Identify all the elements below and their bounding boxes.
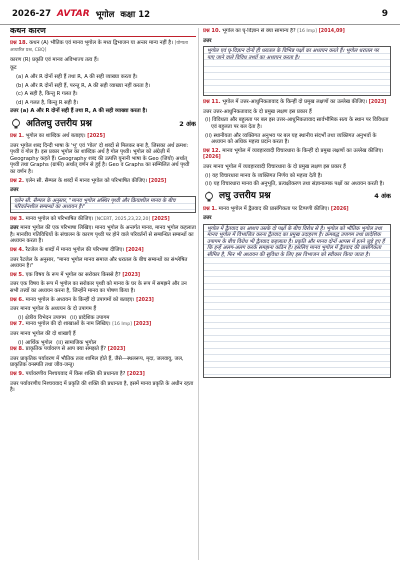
subject-title: भूगोल: [95, 9, 115, 20]
list-item: (ii) स्थानीयता और व्यक्तिगत अनुभव पर बल यह स्थानीय संदर्भों तथा व्यक्तिगत अनुभवों के अध्ययन को अधिक महत्त्व प्रदान करता है।: [205, 132, 377, 146]
q18-reason: कारण (R) प्रकृति एवं मानव अविभाज्य तत्व हैं।: [10, 56, 99, 63]
answer-3: उत्तर मानव भूगोल की एक परिभाषा लिखिए। मानव भूगोल के अन्तर्गत मानव, मानव भूगोल कहलाता है। मानवीय गतिविधियों के संचालन के कारण पृथ्वी पर होने वाले परिवर्तनों से सम्बन्धित सम्बन्धों का अध्ययन करता है।: [10, 225, 196, 245]
q18-options: [10, 74, 196, 106]
list-item: (i) क्षेत्रीय विभेदन उपागम: [18, 314, 67, 321]
option: (a) A और R दोनों सही हैं तथा R, A की सही व्याख्या करता है।: [16, 73, 138, 80]
question-18: प्रश्न 18. कथन (A) भौतिक एवं मानव भूगोल के मध्य द्विभाजन या अन्तर मान्य नहीं है। [योग्यता आधारित प्रश्न, CBQ]: [10, 39, 188, 54]
answer-8: उत्तर प्राकृतिक पर्यावरण में भौतिक तत्त्व शामिल होते हैं, जैसे—स्थलरूप, मृदा, जलवायु, जल, प्राकृतिक वनस्पति तथा जीव-जन्तु।: [10, 355, 184, 369]
answer-label: उत्तर: [203, 215, 212, 222]
option: (d) A गलत है, किन्तु R सही है।: [16, 99, 79, 106]
lightbulb-icon: [203, 191, 215, 203]
assertion-reason-heading: कथन कारण: [10, 28, 196, 37]
answer-label: उत्तर: [203, 37, 212, 44]
list-item: (i) यह विचारधारा मानव के व्यक्तिगत निर्णय को महत्त्व देती है।: [205, 172, 323, 179]
answer-5: उत्तर एक विषय के रूप में भूगोल का सरोकार पृथ्वी को मानव के घर के रूप में समझने और उन सभी तत्त्वों का अध्ययन करना है, जिन्होंने मानव का पोषण किया है।: [10, 281, 187, 295]
column-divider: [198, 28, 199, 560]
question-12: प्रश्न 12. मानव भूगोल में व्यवहारवादी विचारधारा के किन्हीं दो प्रमुख लक्षणों का उल्लेख कीजिए। [2026]: [203, 147, 384, 161]
question-8: प्रश्न 8. प्राकृतिक पर्यावरण से आप क्या समझते हैं? [2023]: [10, 346, 126, 353]
list-item: (ii) सामाजिक भूगोल: [56, 339, 97, 346]
list-item: (i) विविधता और बहुलता पर बल इस उत्तर-आधुनिकतावाद सार्वभौमिक सत्य के स्थान पर विविधता एवं बहुलता पर बल देता है।: [205, 117, 389, 130]
question-5: प्रश्न 5. एक विषय के रूप में भूगोल का सरोकार किससे है? [2023]: [10, 271, 141, 278]
left-column: [10, 28, 196, 562]
question-11: प्रश्न 11. भूगोल में उत्तर-आधुनिकतावाद के किन्हीं दो प्रमुख लक्षणों का उल्लेख कीजिए। [2023]: [203, 99, 387, 106]
handwritten-answer-10: भूगोल एवं घृ-विज्ञान दोनों ही धरातल के विभिन्न पक्षों का अध्ययन करते हैं। भूगोल धरातल पर पाए जाने वाले विविध तथ्यों का अध्ययन करता है।: [203, 46, 391, 96]
question-4: प्रश्न 4. रैटजेल के शब्दों में मानव भूगोल की परिभाषा दीजिए। [2024]: [10, 247, 144, 254]
option: (b) A और R दोनों सही हैं, परन्तु R, A की सही व्याख्या नहीं करता है।: [16, 82, 150, 89]
question-3: प्रश्न 3. मानव भूगोल को परिभाषित कीजिए। [NCERT, 2025,23,22,20] [2025]: [10, 215, 170, 222]
page-header: [12, 6, 388, 22]
q18-kut: कूट: [10, 65, 17, 72]
q18-answer: उत्तर (a) A और R दोनों सही हैं तथा R, A की सही व्याख्या करता है।: [10, 108, 148, 115]
class-label: कक्षा 12: [120, 9, 151, 20]
option: (c) A सही है, किन्तु R गलत है।: [16, 91, 78, 98]
section-heading-short: [203, 191, 391, 203]
lightbulb-icon: [10, 118, 22, 130]
section-marks: 4 अंक: [374, 192, 391, 201]
right-column: [203, 28, 391, 562]
list-item: (ii) प्रादेशिक उपागम: [70, 314, 110, 321]
answer-6: उत्तर मानव भूगोल के अध्ययन के दो उपागम हैं: [10, 306, 97, 313]
answer-9: उत्तर पर्यावरणीय निश्चयवाद में प्रकृति की शक्ति की प्रधानता है, इसमें मानव प्रकृति के अधीन रहता है।: [10, 380, 194, 394]
answer-7: उत्तर मानव भूगोल की दो शाखाएँ हैं: [10, 331, 76, 337]
year-label: 2026-27: [12, 9, 52, 19]
question-6: प्रश्न 6. मानव भूगोल के अध्ययन के किन्हीं दो उपागमों को बताइए। [2023]: [10, 296, 154, 303]
section-marks: 2 अंक: [179, 119, 196, 128]
question-2: प्रश्न 2. एलेन सी. सैम्पल के शब्दों में मानव भूगोल को परिभाषित कीजिए। [2025]: [10, 177, 167, 184]
question-9: प्रश्न 9. पर्यावरणीय निश्चयवाद में किस शक्ति की प्रधानता है? [2023]: [10, 370, 145, 377]
list-item: (ii) यह विचारधारा मानव की अनुभूति, प्रत्यक्षीकरण तथा संज्ञानात्मक पक्षों का अध्ययन करती है।: [205, 181, 385, 188]
question-10: प्रश्न 10. भूगोल का घृ-विज्ञान से क्या सामान्य है? [16 Imp] [2014,09]: [203, 28, 345, 34]
question-1: प्रश्न 1. भूगोल का शाब्दिक अर्थ बताइए। [2025]: [10, 132, 106, 139]
brand-logo: AVTAR: [57, 9, 90, 19]
handwritten-answer-short-1: भूगोल में द्वैतवाद का आशय उसके दो पक्षों के बीच विरोध से है। भूगोल को भौतिक भूगोल तथा मानव भूगोल में विभाजित करना द्वैतवाद का प्रमुख उदाहरण है। क्रमबद्ध उपागम तथा प्रादेशिक उपागम के बीच विरोध भी द्वैतवाद कहलाता है। प्रकृति और मानव दोनों आपस में इतने जुड़े हुए हैं कि इन्हें अलग-अलग करके समझना कठिन है। इसलिए मानव भूगोल में द्वैतवाद की प्रासंगिकता सीमित है, फिर भी अध्ययन की सुविधा के लिए इस विभाजन को स्वीकार किया जाता है।: [203, 224, 391, 378]
list-item: (i) आर्थिक भूगोल: [18, 339, 53, 346]
answer-4: उत्तर रैटजेल के अनुसार, "मानव भूगोल मानव समाज और धरातल के बीच सम्बन्धों का संश्लेषित अध्ययन है।": [10, 256, 188, 270]
header-divider: [0, 24, 400, 25]
page-number: 9: [381, 9, 388, 19]
question-7: प्रश्न 7. मानव भूगोल की दो शाखाओं के नाम लिखिए। [16 Imp] [2023]: [10, 321, 152, 328]
section-title: लघु उत्तरीय प्रश्न: [219, 191, 271, 202]
section-title: अतिलघु उत्तरीय प्रश्न: [26, 118, 92, 129]
answer-1: उत्तर भूगोल शब्द दिन्दी भाषा के 'भू' एवं 'गोल' दो शब्दों से मिलकर बना है, जिसका अर्थ क्रमश: पृथ्वी व गोल है। इस प्रकार भूगोल का शाब्दिक अर्थ है गोल पृथ्वी। भूगोल को अंग्रेज़ी में Geography कहते हैं। Geography शब्द की उत्पत्ति यूनानी भाषा के Geo (जियो) अर्थात् पृथ्वी तथा Graphs (ग्राफी) अर्थात् वर्णन से हुई है। Geo व Graphs का सम्मिलित अर्थ पृथ्वी का वर्णन है।: [10, 142, 190, 175]
short-question-1: प्रश्न 1. मानव भूगोल में द्वैतवाद की प्रासंगिकता पर टिप्पणी कीजिए। [2026]: [203, 205, 349, 212]
answer-12: उत्तर मानव भूगोल में व्यवहारवादी विचारधारा के दो प्रमुख लक्षण इस प्रकार हैं: [203, 163, 346, 170]
handwritten-answer-2: एलेन सी. सैम्पल के अनुसार, "मानव भूगोल अस्थिर पृथ्वी और क्रियाशील मानव के बीच परिवर्तनशील सम्बन्धों का अध्ययन है।": [10, 196, 196, 213]
answer-11: उत्तर उत्तर-आधुनिकतावाद के दो प्रमुख लक्षण इस प्रकार हैं: [203, 108, 312, 115]
section-heading-very-short: [10, 118, 196, 130]
answer-label: उत्तर: [10, 187, 19, 194]
